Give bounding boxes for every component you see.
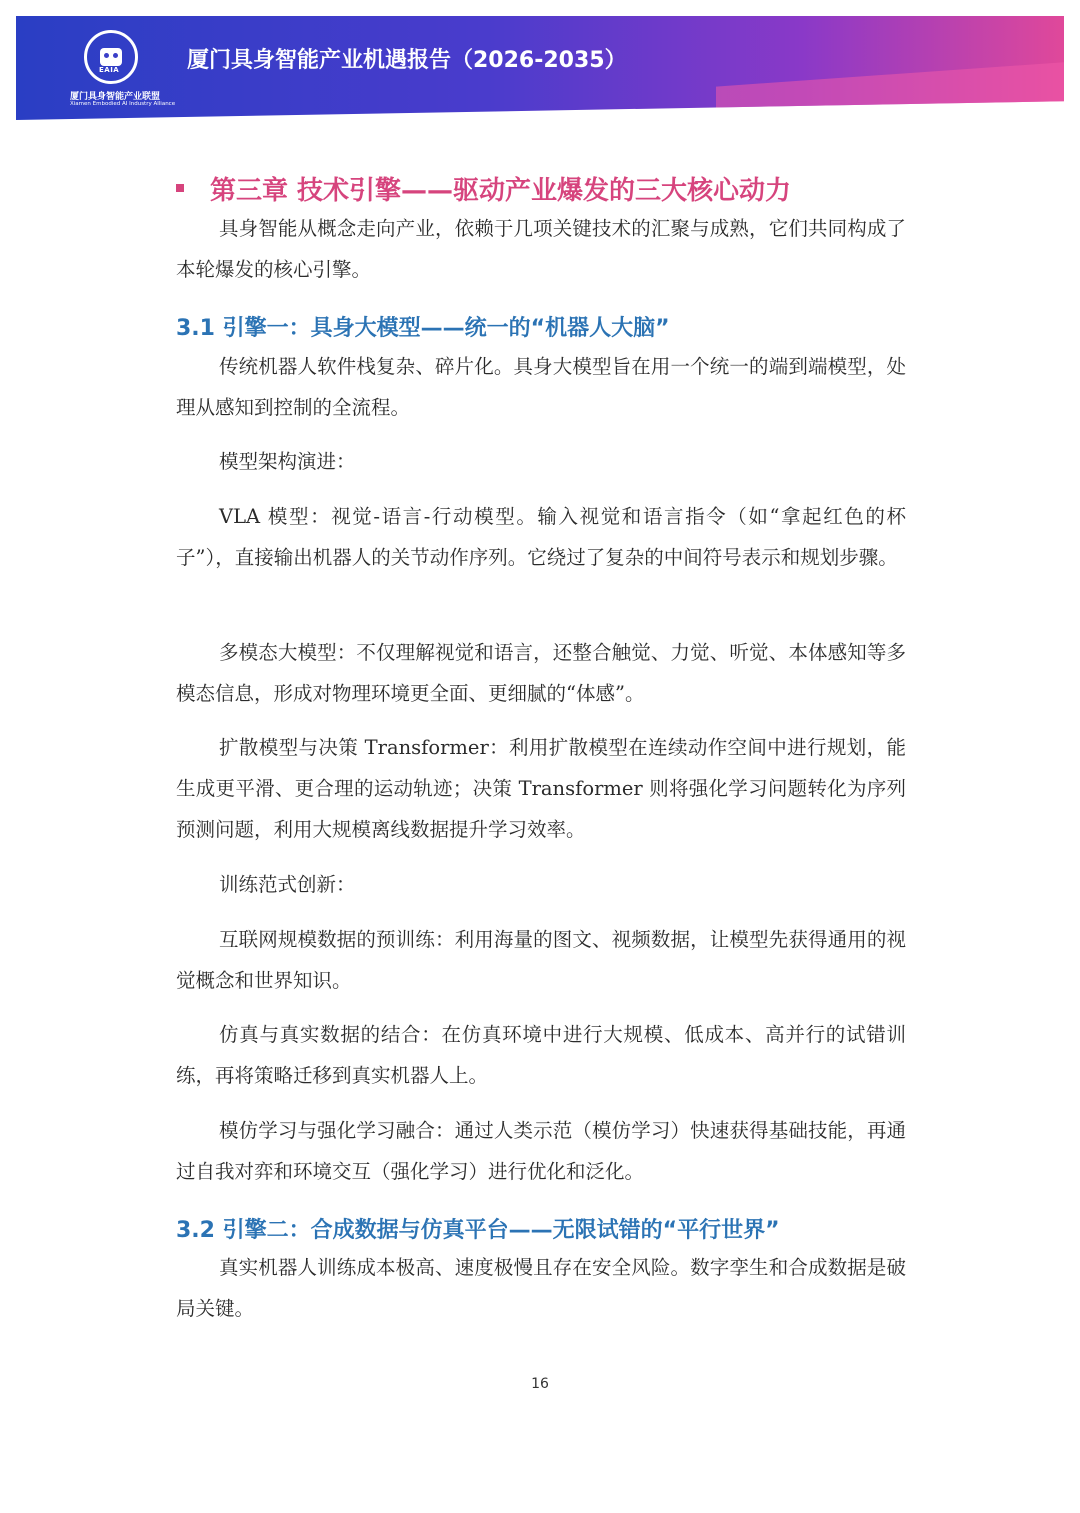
paragraph: 传统机器人软件栈复杂、碎片化。具身大模型旨在用一个统一的端到端模型，处理从感知到控制的全流程。 (176, 355, 906, 419)
robot-icon (100, 48, 122, 66)
paragraph: 多模态大模型：不仅理解视觉和语言，还整合触觉、力觉、听觉、本体感知等多模态信息，形成对物理环境更全面、更细腻的“体感”。 (176, 641, 906, 705)
square-bullet-icon (176, 184, 184, 192)
report-title: 厦门具身智能产业机遇报告（2026-2035） (187, 48, 627, 73)
alliance-logo-icon (84, 30, 138, 84)
page-number: 16 (531, 1376, 549, 1392)
paragraph: 训练范式创新： (219, 873, 356, 896)
paragraph: 扩散模型与决策 Transformer：利用扩散模型在连续动作空间中进行规划，能生成更平滑、更合理的运动轨迹；决策 Transformer 则将强化学习问题转化为序列预测问题，利用大规模离线数据提升学习效率。 (176, 736, 906, 841)
paragraph: 模型架构演进： (219, 450, 356, 473)
chapter-title: 第三章 技术引擎——驱动产业爆发的三大核心动力 (210, 175, 792, 206)
section-3-1-title: 3.1 引擎一：具身大模型——统一的“机器人大脑” (176, 316, 670, 341)
paragraph: 互联网规模数据的预训练：利用海量的图文、视频数据，让模型先获得通用的视觉概念和世界知识。 (176, 928, 906, 992)
paragraph: VLA 模型：视觉-语言-行动模型。输入视觉和语言指令（如“拿起红色的杯子”），直接输出机器人的关节动作序列。它绕过了复杂的中间符号表示和规划步骤。 (176, 505, 906, 569)
alliance-name-en: Xiamen Embodied AI Industry Alliance (70, 101, 176, 107)
banner-stripe (716, 61, 1064, 120)
alliance-name-cn: 厦门具身智能产业联盟 (70, 92, 161, 102)
chapter-heading (176, 170, 791, 206)
logo-abbr: EAIA (99, 66, 120, 74)
paragraph: 真实机器人训练成本极高、速度极慢且存在安全风险。数字孪生和合成数据是破局关键。 (176, 1256, 906, 1320)
paragraph: 模仿学习与强化学习融合：通过人类示范（模仿学习）快速获得基础技能，再通过自我对弈和环境交互（强化学习）进行优化和泛化。 (176, 1119, 906, 1183)
chapter-intro: 具身智能从概念走向产业，依赖于几项关键技术的汇聚与成熟，它们共同构成了本轮爆发的核心引擎。 (176, 217, 906, 281)
section-3-2-title: 3.2 引擎二：合成数据与仿真平台——无限试错的“平行世界” (176, 1218, 780, 1243)
paragraph: 仿真与真实数据的结合：在仿真环境中进行大规模、低成本、高并行的试错训练，再将策略迁移到真实机器人上。 (176, 1023, 906, 1087)
